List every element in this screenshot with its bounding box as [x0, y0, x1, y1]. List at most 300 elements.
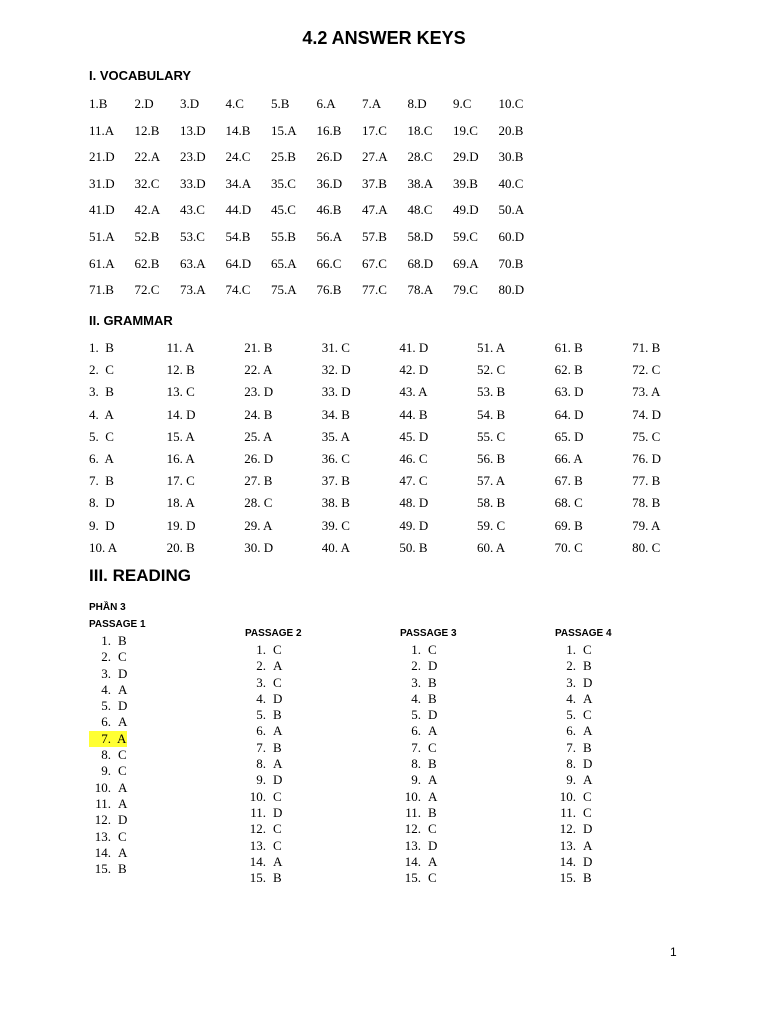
answer-number: 5. [411, 707, 421, 723]
passage-answer-item [554, 756, 593, 772]
grammar-answer: 16. A [166, 450, 195, 466]
vocabulary-answer: 14.B [225, 122, 251, 138]
answer-letter: B [273, 707, 282, 723]
answer-letter: C [583, 804, 592, 820]
grammar-answer: 33. D [321, 384, 351, 400]
vocabulary-answer: 66.C [316, 255, 342, 271]
page-title: 4.2 ANSWER KEYS [302, 28, 466, 48]
answer-number: 6. [411, 723, 421, 739]
passage-answer-item [399, 707, 438, 723]
grammar-answer: 47. C [399, 473, 428, 489]
grammar-answer: 66. A [554, 450, 583, 466]
passage-answer-item [89, 666, 128, 682]
passage-answer-item [244, 642, 283, 658]
answer-letter: A [273, 723, 283, 739]
vocabulary-answer: 24.C [225, 149, 251, 165]
grammar-answer: 45. D [399, 428, 429, 444]
passage-answer-item [399, 854, 438, 870]
answer-letter: B [583, 658, 592, 674]
answer-number: 1. [566, 642, 576, 657]
answer-number: 9. [256, 772, 266, 788]
grammar-answer: 4. A [89, 406, 114, 422]
vocabulary-answer: 80.D [498, 282, 525, 298]
grammar-answer: 49. D [399, 517, 429, 533]
answer-letter: D [428, 658, 438, 674]
vocabulary-answer: 65.A [271, 255, 297, 271]
answer-letter: A [118, 714, 128, 730]
vocabulary-answer: 51.A [89, 228, 115, 244]
answer-letter: D [273, 772, 283, 788]
grammar-answer: 53. B [476, 384, 506, 400]
passage-answer-item [399, 838, 438, 854]
answer-letter: B [583, 739, 592, 755]
vocabulary-answer: 19.C [453, 122, 478, 138]
passage-answer-item [554, 740, 593, 756]
grammar-answer: 60. A [476, 539, 506, 555]
part-label: PHẦN 3 [89, 602, 126, 613]
answer-number: 14. [94, 844, 111, 860]
grammar-answer: 18. A [166, 495, 195, 511]
grammar-answer: 38. B [321, 495, 350, 511]
answer-number: 3. [566, 674, 576, 690]
answer-letter: B [118, 633, 127, 648]
answer-number: 7. [566, 739, 576, 755]
vocabulary-answer: 4.C [225, 96, 244, 111]
answer-letter: C [118, 763, 127, 779]
passage-4-title: PASSAGE 4 [555, 628, 612, 639]
grammar-answer: 50. B [399, 539, 428, 555]
answer-letter: A [118, 795, 128, 811]
grammar-answer: 80. C [632, 539, 661, 555]
passage-answer-item [244, 838, 283, 854]
passage-answer-item [399, 691, 438, 707]
vocabulary-answer: 52.B [134, 228, 160, 244]
grammar-answer: 54. B [476, 406, 506, 422]
answer-number: 15. [404, 870, 421, 886]
grammar-answer: 6. A [89, 450, 114, 466]
passage-2-answers [244, 642, 283, 886]
passage-answer-item [554, 805, 593, 821]
grammar-heading: II. GRAMMAR [89, 313, 173, 328]
grammar-answer: 42. D [399, 362, 429, 378]
answer-letter: C [273, 821, 282, 837]
answer-number: 10. [404, 788, 421, 804]
answer-number: 7. [89, 731, 111, 747]
passage-1-title: PASSAGE 1 [89, 619, 146, 630]
answer-letter: A [118, 681, 128, 697]
grammar-answer: 51. A [476, 340, 506, 355]
vocabulary-answer: 20.B [498, 122, 524, 138]
grammar-answer: 39. C [321, 517, 350, 533]
vocabulary-answer: 56.A [316, 228, 343, 244]
passage-answer-item [89, 829, 128, 845]
answer-number: 9. [411, 772, 421, 788]
passage-answer-item [554, 723, 593, 739]
vocabulary-answer: 25.B [271, 149, 296, 165]
passage-answer-item [554, 838, 593, 854]
grammar-answer: 12. B [166, 362, 195, 378]
grammar-answer: 8. D [89, 495, 115, 511]
answer-number: 2. [101, 649, 111, 665]
passage-answer-item [89, 649, 128, 665]
passage-2-title: PASSAGE 2 [245, 628, 302, 639]
answer-letter: D [118, 812, 128, 828]
answer-letter: B [428, 690, 437, 706]
vocabulary-answer: 72.C [134, 282, 160, 298]
answer-letter: C [428, 821, 437, 837]
grammar-answer: 58. B [476, 495, 506, 511]
vocabulary-answer: 44.D [225, 202, 252, 218]
answer-number: 5. [101, 698, 111, 714]
vocabulary-answer: 31.D [89, 175, 115, 191]
passage-answer-item [244, 723, 283, 739]
answer-number: 1. [256, 642, 266, 657]
answer-letter: A [583, 723, 593, 739]
vocabulary-answer: 78.A [407, 282, 434, 298]
grammar-answer: 77. B [632, 473, 661, 489]
answer-letter: C [118, 828, 127, 844]
vocabulary-answer: 43.C [180, 202, 205, 218]
answer-letter: D [583, 821, 593, 837]
answer-letter: A [273, 658, 283, 674]
passage-answer-item [554, 821, 593, 837]
grammar-answer: 25. A [244, 428, 273, 444]
vocabulary-answer: 39.B [453, 175, 478, 191]
grammar-answer: 41. D [399, 340, 429, 355]
answer-letter: D [583, 756, 593, 772]
answer-letter: B [428, 756, 437, 772]
passage-1-answers [89, 633, 128, 877]
vocabulary-answer: 10.C [498, 96, 524, 111]
vocabulary-answer: 74.C [225, 282, 251, 298]
answer-letter: A [273, 853, 283, 869]
answer-number: 10. [249, 788, 266, 804]
vocabulary-answer: 76.B [316, 282, 342, 298]
passage-answer-item [554, 870, 593, 886]
passage-answer-item [244, 658, 283, 674]
grammar-answer: 55. C [476, 428, 506, 444]
page-number: 1 [670, 945, 677, 959]
answer-number: 4. [256, 690, 266, 706]
vocabulary-answer: 71.B [89, 282, 114, 298]
passage-answer-item [399, 772, 438, 788]
vocabulary-answer: 45.C [271, 202, 296, 218]
answer-letter: A [583, 690, 593, 706]
answer-number: 2. [256, 658, 266, 674]
answer-letter: A [111, 731, 127, 747]
grammar-answer: 78. B [632, 495, 661, 511]
vocabulary-answer: 38.A [407, 175, 434, 191]
passage-answer-item [554, 658, 593, 674]
passage-answer-item [89, 747, 128, 763]
answer-letter: A [583, 837, 593, 853]
vocabulary-answer: 21.D [89, 149, 115, 165]
vocabulary-answer: 23.D [180, 149, 206, 165]
grammar-answer: 79. A [632, 517, 661, 533]
answer-letter: A [273, 756, 283, 772]
answer-number: 8. [256, 756, 266, 772]
answer-number: 3. [411, 674, 421, 690]
grammar-answer: 2. C [89, 362, 114, 378]
grammar-answer: 11. A [166, 340, 195, 355]
answer-number: 8. [411, 756, 421, 772]
grammar-answer: 63. D [554, 384, 584, 400]
passage-answer-item [244, 870, 283, 886]
answer-number: 15. [94, 861, 111, 877]
answer-number: 11. [405, 804, 421, 820]
grammar-answer: 57. A [476, 473, 506, 489]
passage-answer-item [399, 870, 438, 886]
grammar-answer: 23. D [244, 384, 274, 400]
passage-answer-item [89, 731, 128, 747]
vocabulary-answer-grid [89, 96, 559, 309]
vocabulary-answer: 46.B [316, 202, 342, 218]
vocabulary-answer: 61.A [89, 255, 115, 271]
passage-answer-item [244, 854, 283, 870]
vocabulary-answer: 67.C [362, 255, 387, 271]
answer-number: 11. [250, 804, 266, 820]
vocabulary-answer: 29.D [453, 149, 479, 165]
answer-number: 9. [566, 772, 576, 788]
vocabulary-answer: 17.C [362, 122, 387, 138]
grammar-answer: 68. C [554, 495, 583, 511]
answer-letter: B [428, 674, 437, 690]
answer-number: 12. [404, 821, 421, 837]
passage-answer-item [244, 675, 283, 691]
answer-number: 11. [560, 804, 576, 820]
vocabulary-answer: 55.B [271, 228, 296, 244]
passage-answer-item [244, 821, 283, 837]
grammar-answer: 76. D [632, 450, 662, 466]
answer-letter: C [118, 649, 127, 665]
vocabulary-answer: 79.C [453, 282, 478, 298]
vocabulary-answer: 58.D [407, 228, 434, 244]
answer-number: 13. [404, 837, 421, 853]
answer-number: 14. [249, 853, 266, 869]
passage-answer-item [244, 772, 283, 788]
vocabulary-answer: 63.A [180, 255, 206, 271]
answer-number: 6. [101, 714, 111, 730]
answer-number: 14. [559, 853, 576, 869]
passage-answer-item [399, 789, 438, 805]
passage-answer-item [399, 675, 438, 691]
grammar-answer: 48. D [399, 495, 429, 511]
passage-answer-item [399, 740, 438, 756]
answer-number: 9. [101, 763, 111, 779]
answer-number: 13. [249, 837, 266, 853]
grammar-answer: 36. C [321, 450, 350, 466]
answer-number: 7. [256, 739, 266, 755]
passage-answer-item [399, 805, 438, 821]
passage-answer-item [554, 772, 593, 788]
answer-number: 10. [94, 779, 111, 795]
answer-number: 4. [411, 690, 421, 706]
grammar-answer: 30. D [244, 539, 274, 555]
grammar-answer: 72. C [632, 362, 661, 378]
passage-answer-item [244, 756, 283, 772]
answer-letter: A [428, 723, 438, 739]
answer-number: 4. [101, 681, 111, 697]
answer-letter: D [118, 698, 128, 714]
answer-number: 13. [559, 837, 576, 853]
grammar-answer: 44. B [399, 406, 428, 422]
vocabulary-answer: 40.C [498, 175, 524, 191]
vocabulary-answer: 22.A [134, 149, 161, 165]
grammar-answer: 52. C [476, 362, 506, 378]
vocabulary-answer: 28.C [407, 149, 433, 165]
answer-letter: C [428, 642, 437, 657]
passage-3-answers [399, 642, 438, 886]
vocabulary-answer: 64.D [225, 255, 252, 271]
grammar-answer: 15. A [166, 428, 195, 444]
vocabulary-answer: 53.C [180, 228, 205, 244]
grammar-answer: 73. A [632, 384, 661, 400]
grammar-answer: 65. D [554, 428, 584, 444]
grammar-answer: 29. A [244, 517, 273, 533]
answer-letter: D [583, 674, 593, 690]
grammar-answer: 19. D [166, 517, 196, 533]
passage-answer-item [399, 723, 438, 739]
grammar-answer: 75. C [632, 428, 661, 444]
vocabulary-answer: 59.C [453, 228, 478, 244]
answer-letter: C [118, 747, 127, 763]
grammar-answer: 70. C [554, 539, 583, 555]
grammar-answer: 24. B [244, 406, 273, 422]
answer-letter: A [428, 772, 438, 788]
answer-number: 8. [101, 747, 111, 763]
passage-answer-item [399, 821, 438, 837]
grammar-answer: 40. A [321, 539, 350, 555]
vocabulary-answer: 7.A [362, 96, 382, 111]
passage-answer-item [89, 714, 128, 730]
answer-letter: A [583, 772, 593, 788]
answer-letter: C [583, 788, 592, 804]
answer-number: 7. [411, 739, 421, 755]
grammar-answer: 71. B [632, 340, 661, 355]
answer-number: 13. [94, 828, 111, 844]
grammar-answer: 37. B [321, 473, 350, 489]
answer-number: 12. [249, 821, 266, 837]
answer-letter: D [273, 804, 283, 820]
answer-letter: A [118, 844, 128, 860]
answer-letter: C [583, 642, 592, 657]
answer-number: 12. [94, 812, 111, 828]
grammar-answer: 13. C [166, 384, 195, 400]
vocabulary-answer: 27.A [362, 149, 388, 165]
answer-letter: C [273, 788, 282, 804]
grammar-answer-grid [89, 340, 689, 562]
grammar-answer: 10. A [89, 539, 118, 555]
answer-number: 15. [249, 870, 266, 886]
vocabulary-answer: 49.D [453, 202, 479, 218]
passage-answer-item [554, 707, 593, 723]
answer-letter: C [428, 870, 437, 886]
passage-answer-item [89, 780, 128, 796]
passage-4-answers [554, 642, 593, 886]
vocabulary-answer: 26.D [316, 149, 343, 165]
answer-number: 3. [101, 665, 111, 681]
answer-number: 6. [566, 723, 576, 739]
passage-answer-item [89, 845, 128, 861]
grammar-answer: 9. D [89, 517, 115, 533]
answer-number: 5. [566, 707, 576, 723]
grammar-answer: 7. B [89, 473, 114, 489]
answer-number: 1. [101, 633, 111, 648]
vocabulary-answer: 5.B [271, 96, 290, 111]
grammar-answer: 20. B [166, 539, 195, 555]
passage-answer-item [244, 707, 283, 723]
vocabulary-answer: 37.B [362, 175, 387, 191]
vocabulary-answer: 2.D [134, 96, 154, 111]
grammar-answer: 64. D [554, 406, 584, 422]
vocabulary-answer: 36.D [316, 175, 343, 191]
reading-heading: III. READING [89, 566, 192, 585]
grammar-answer: 34. B [321, 406, 350, 422]
vocabulary-answer: 16.B [316, 122, 342, 138]
grammar-answer: 1. B [89, 340, 114, 355]
passage-answer-item [244, 740, 283, 756]
vocabulary-answer: 1.B [89, 96, 108, 111]
vocabulary-answer: 3.D [180, 96, 200, 111]
grammar-answer: 22. A [244, 362, 273, 378]
vocabulary-answer: 50.A [498, 202, 525, 218]
passage-answer-item [89, 763, 128, 779]
answer-letter: B [583, 870, 592, 886]
grammar-answer: 5. C [89, 428, 114, 444]
passage-answer-item [89, 698, 128, 714]
answer-letter: C [428, 739, 437, 755]
passage-answer-item [399, 642, 438, 658]
grammar-answer: 27. B [244, 473, 273, 489]
vocabulary-answer: 47.A [362, 202, 388, 218]
grammar-answer: 62. B [554, 362, 583, 378]
vocabulary-answer: 32.C [134, 175, 160, 191]
answer-number: 11. [95, 795, 111, 811]
passage-answer-item [554, 789, 593, 805]
vocabulary-answer: 69.A [453, 255, 479, 271]
grammar-answer: 28. C [244, 495, 273, 511]
answer-number: 8. [566, 756, 576, 772]
answer-number: 2. [411, 658, 421, 674]
passage-answer-item [89, 796, 128, 812]
passage-answer-item [554, 854, 593, 870]
vocabulary-answer: 15.A [271, 122, 297, 138]
answer-letter: A [428, 788, 438, 804]
vocabulary-answer: 12.B [134, 122, 160, 138]
answer-letter: D [273, 690, 283, 706]
vocabulary-answer: 6.A [316, 96, 336, 111]
grammar-answer: 59. C [476, 517, 506, 533]
vocabulary-answer: 73.A [180, 282, 206, 298]
vocabulary-answer: 62.B [134, 255, 160, 271]
grammar-answer: 69. B [554, 517, 583, 533]
grammar-answer: 43. A [399, 384, 428, 400]
vocabulary-answer: 34.A [225, 175, 252, 191]
answer-number: 1. [411, 642, 421, 657]
answer-number: 6. [256, 723, 266, 739]
vocabulary-answer: 41.D [89, 202, 115, 218]
vocabulary-answer: 18.C [407, 122, 433, 138]
vocabulary-answer: 9.C [453, 96, 472, 111]
passage-answer-item [399, 756, 438, 772]
answer-letter: D [428, 837, 438, 853]
vocabulary-answer: 30.B [498, 149, 524, 165]
grammar-answer: 35. A [321, 428, 350, 444]
vocabulary-answer: 70.B [498, 255, 524, 271]
grammar-answer: 31. C [321, 340, 350, 355]
vocabulary-answer: 68.D [407, 255, 434, 271]
passage-answer-item [244, 691, 283, 707]
